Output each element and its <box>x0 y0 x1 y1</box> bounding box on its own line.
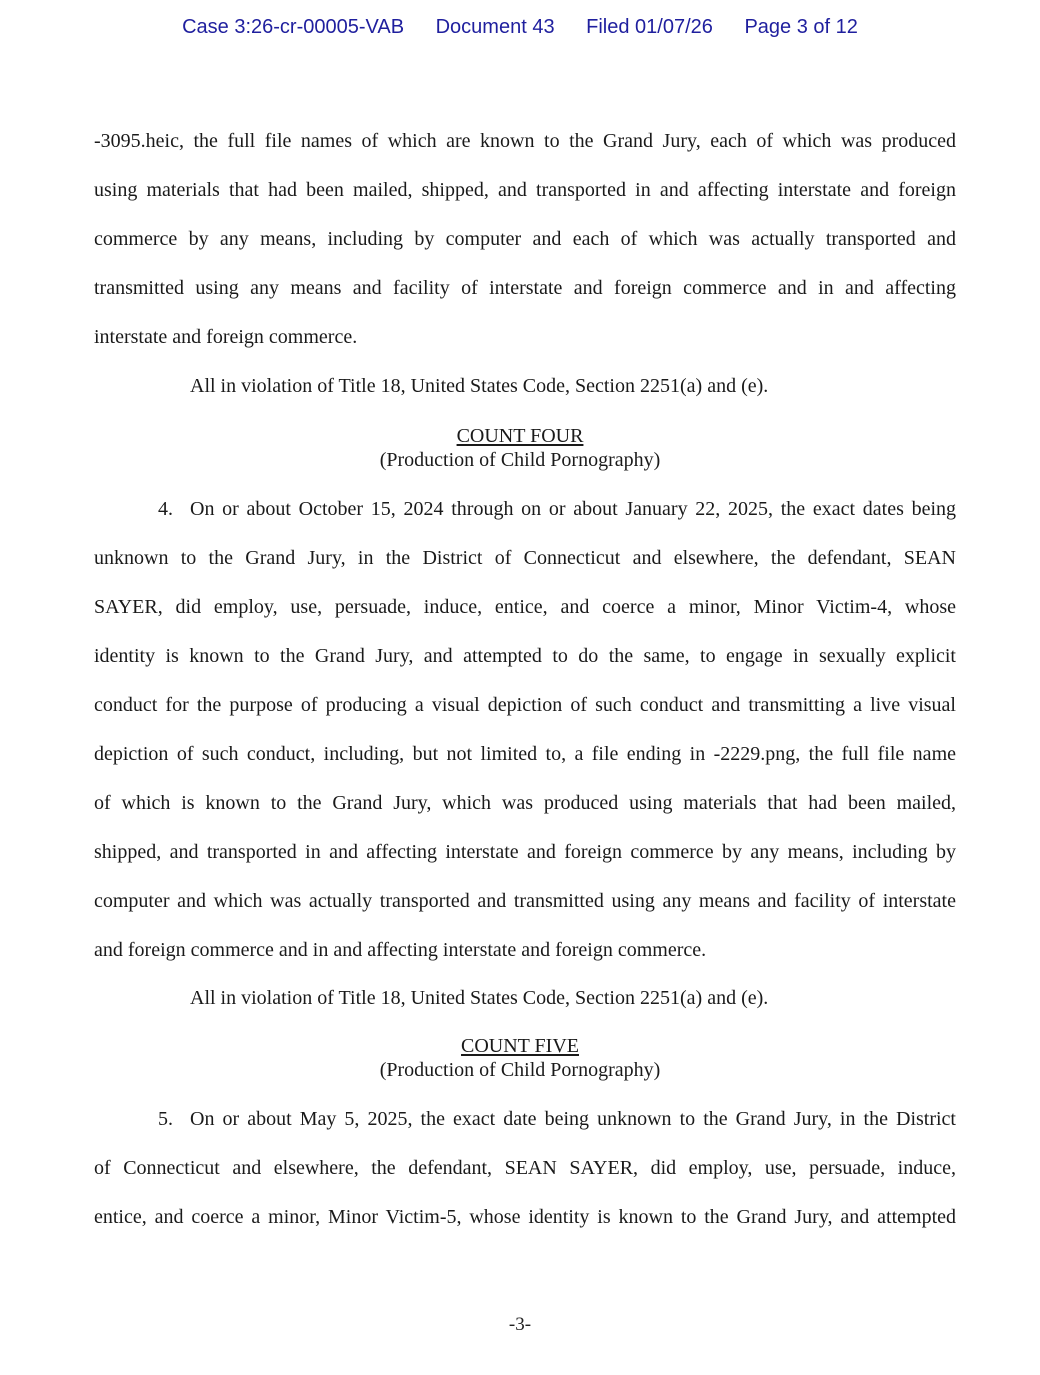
paragraph-line: and foreign commerce and in and affecting interstate and foreign commerce. <box>94 939 707 961</box>
paragraph-line: 5. On or about May 5, 2025, the exact date being unknown to the Grand Jury, in the District <box>94 1104 956 1134</box>
count-five-heading <box>0 1034 1040 1082</box>
document-number: Document 43 <box>435 16 555 38</box>
count-four-heading <box>0 424 1040 472</box>
paragraph-line: interstate and foreign commerce. <box>94 326 358 348</box>
paragraph-line: -3095.heic, the full file names of which are known to the Grand Jury, each of which was produced <box>94 130 956 152</box>
violation-statement: All in violation of Title 18, United States Code, Section 2251(a) and (e). <box>190 987 769 1009</box>
paragraph-line: unknown to the Grand Jury, in the District of Connecticut and elsewhere, the defendant, SEAN <box>94 547 956 569</box>
paragraph-line: conduct for the purpose of producing a visual depiction of such conduct and transmitting a live visual <box>94 694 956 716</box>
paragraph-line: identity is known to the Grand Jury, and attempted to do the same, to engage in sexually explicit <box>94 645 956 667</box>
paragraph-line: using materials that had been mailed, shipped, and transported in and affecting interstate and foreign <box>94 179 956 201</box>
filed-date: Filed 01/07/26 <box>586 16 713 38</box>
paragraph-line: of Connecticut and elsewhere, the defendant, SEAN SAYER, did employ, use, persuade, induce, <box>94 1157 956 1179</box>
paragraph-line: entice, and coerce a minor, Minor Victim-5, whose identity is known to the Grand Jury, and attempted <box>94 1206 956 1228</box>
paragraph-line: computer and which was actually transported and transmitted using any means and facility of interstate <box>94 890 956 912</box>
ecf-filing-header <box>0 16 1040 39</box>
paragraph-number: 4. <box>158 498 173 520</box>
violation-statement: All in violation of Title 18, United States Code, Section 2251(a) and (e). <box>190 375 769 397</box>
count-title: COUNT FOUR <box>456 425 584 447</box>
paragraph-number: 5. <box>158 1108 173 1130</box>
paragraph-line: of which is known to the Grand Jury, which was produced using materials that had been mailed, <box>94 792 956 814</box>
paragraph-line: transmitted using any means and facility of interstate and foreign commerce and in and affecting <box>94 277 956 299</box>
paragraph-line: shipped, and transported in and affecting interstate and foreign commerce by any means, including by <box>94 841 956 863</box>
paragraph-line: depiction of such conduct, including, but not limited to, a file ending in -2229.png, the full file name <box>94 743 956 765</box>
paragraph-line: 4. On or about October 15, 2024 through on or about January 22, 2025, the exact dates being <box>94 494 956 524</box>
count-subtitle: (Production of Child Pornography) <box>379 449 661 471</box>
page-indicator: Page 3 of 12 <box>744 16 858 38</box>
case-number: Case 3:26-cr-00005-VAB <box>182 16 405 38</box>
paragraph-line: commerce by any means, including by computer and each of which was actually transported and <box>94 228 956 250</box>
count-title: COUNT FIVE <box>461 1035 579 1057</box>
page-number-footer: -3- <box>508 1314 532 1335</box>
count-subtitle: (Production of Child Pornography) <box>379 1059 661 1081</box>
paragraph-line: SAYER, did employ, use, persuade, induce, entice, and coerce a minor, Minor Victim-4, whose <box>94 596 956 618</box>
